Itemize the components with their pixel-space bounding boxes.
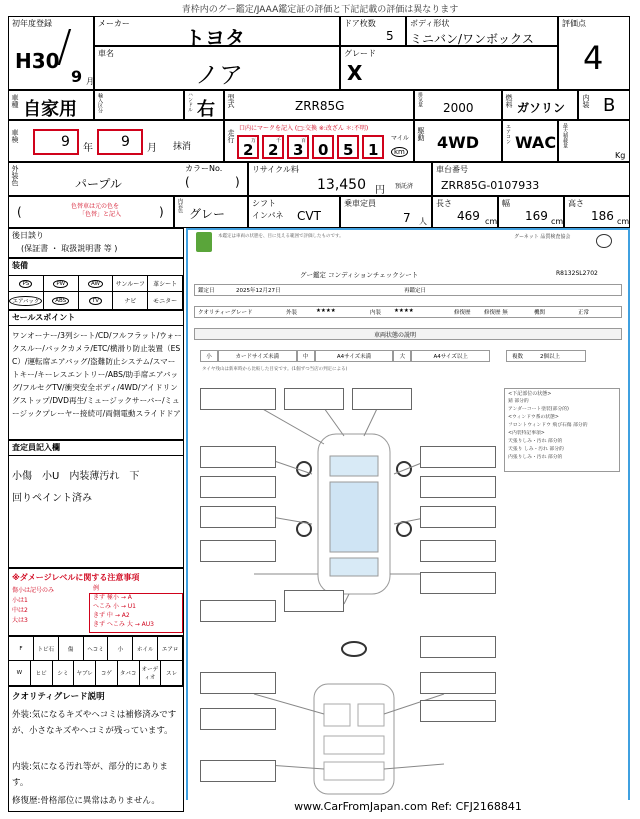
note-box-20 — [200, 760, 276, 782]
mileage-note: 口内にマークを記入 (□:交換 ※:改ざん ＊:不明) — [239, 125, 369, 132]
checklist-item — [9, 661, 31, 685]
load-label: 最大積載量 — [562, 123, 568, 148]
sales-label: セールスポイント — [12, 313, 76, 322]
checklist-item-label: ヒビ — [35, 671, 47, 677]
note-box-19 — [420, 700, 496, 722]
aircon-cell — [502, 120, 558, 162]
score-value: 4 — [583, 39, 604, 77]
doors-cell — [340, 16, 406, 46]
mileage-label: 走行 — [227, 129, 235, 143]
inspection-year-unit: 年 — [83, 143, 93, 154]
header-notice: 青枠内のグー鑑定/JAAA鑑定証の評価と下記記載の評価は異なります — [181, 5, 459, 15]
note-box-1 — [200, 388, 276, 410]
goo-size-item — [315, 350, 394, 362]
equip-item-label: PS — [19, 280, 32, 288]
note-box-16 — [200, 672, 276, 694]
equip-item — [148, 292, 183, 309]
note-box-6 — [200, 476, 276, 498]
width-value: 169 — [525, 209, 548, 223]
damage-cell — [8, 568, 184, 636]
goo-title: グー鑑定 コンディションチェックシート — [300, 271, 419, 279]
note-box-12 — [200, 600, 276, 622]
checklist-item-label: エアロ — [161, 646, 179, 653]
equip-item-label: AW — [88, 280, 103, 288]
checklist-item-label: トビ石 — [37, 646, 55, 653]
checklist-item — [84, 637, 109, 660]
goo-size-item — [411, 350, 490, 362]
checklist-item — [96, 661, 118, 685]
body-cell — [406, 16, 558, 46]
inspector-cell — [8, 440, 184, 568]
checklist-item — [158, 637, 183, 660]
inner-value: B — [603, 95, 616, 116]
checklist-item — [53, 661, 75, 685]
load-cell — [558, 120, 630, 162]
maker-label: メーカー — [98, 19, 130, 28]
drive-cell — [414, 120, 502, 162]
goo-assoc: グーネット 品質検査協会 — [514, 234, 571, 240]
fuel-label: 燃料 — [505, 94, 513, 108]
checklist-item — [74, 661, 96, 685]
color-change-note1: 色替車は元の色を — [71, 203, 120, 210]
odometer-digit-unit: 千 — [275, 138, 281, 144]
goo-reinspect: 再鑑定日 — [404, 288, 427, 294]
goo-size-label: 小 — [206, 354, 212, 360]
capacity-value: 7 — [403, 211, 411, 225]
goo-int-label: 内装 — [370, 310, 382, 316]
goo-legend-item: 内張りしみ・汚れ 部分的 — [508, 455, 563, 460]
grade-label: グレード — [344, 49, 376, 58]
check-row-2 — [9, 661, 183, 685]
recycle-unit: 円 — [375, 185, 385, 196]
odometer-digit — [287, 135, 309, 159]
goo-legend-item: 錆 部分的 — [508, 399, 529, 404]
goo-size-label: カードサイズ未満 — [235, 354, 280, 360]
equip-item-label: ABS — [52, 297, 69, 305]
mileage-cell — [224, 120, 414, 162]
odometer-digit-value: 1 — [368, 141, 379, 159]
checklist-item-label: タバコ — [119, 671, 137, 677]
recycle-value: 13,450 — [317, 177, 366, 193]
goo-size-label: 大 — [399, 354, 406, 360]
odometer-digit-value: 3 — [293, 141, 304, 159]
note-box-4 — [200, 446, 276, 468]
vin-label: 車台番号 — [436, 165, 468, 174]
doors-label: ドア枚数 — [344, 19, 376, 28]
goo-size-label: A4サイズ以上 — [433, 354, 468, 360]
checklist-item-label: 傷 — [67, 646, 74, 653]
checklist-item-label: W — [16, 670, 23, 676]
checklist-item-label: ヘコミ — [87, 646, 104, 653]
check-row-1 — [9, 637, 183, 661]
color-change-cell — [8, 196, 174, 228]
car-name-value: ノア — [195, 61, 243, 89]
goo-size-label: A4サイズ未満 — [336, 354, 372, 360]
inspector-line1: 小傷 小U 内装薄汚れ 下 — [12, 471, 140, 482]
goo-size-item — [218, 350, 297, 362]
equip-item-label: TV — [89, 297, 102, 305]
goo-legend-item: フロントウィンドウ 飛び石傷 部分的 — [508, 423, 588, 428]
note-box-18 — [200, 708, 276, 730]
color-paren-close: ) — [235, 175, 240, 189]
checklist-item-label: ホイル — [136, 646, 154, 653]
note-box-11 — [420, 540, 496, 562]
usage-label: 車種 — [11, 94, 19, 108]
inspector-line2: 回りペイント済み — [12, 493, 92, 504]
sales-text: ワンオーナー/3列シート/CD/フルフラット/ウォークスルー/バックカメラ/ETC/横滑り防止装置（ESC）/運転席エアバッグ/盗難防止システム/スマートキー/キーレスエントリー/ABS/助手席エアバッグ/フルセグTV/衝突安全ボディ/4WD/アイドリングストップ/DVD再生/ミュージックサーバー/ミュージックプレーヤー接続可/両側電動スライドドア — [12, 331, 182, 418]
color-no-label: カラーNo. — [185, 164, 223, 173]
model-value: ZRR85G — [295, 99, 345, 113]
odometer-digit — [362, 135, 384, 159]
goo-date-label: 鑑定日 — [198, 288, 215, 294]
vin-cell — [432, 162, 630, 196]
equip-row-2 — [9, 292, 183, 309]
goo-logo — [196, 232, 212, 252]
odometer-digit — [312, 135, 334, 159]
reg-label: 初年度登録 — [12, 19, 52, 28]
note-box-5 — [420, 446, 496, 468]
inspection-month-unit: 月 — [147, 143, 157, 154]
shift-type: インパネ — [252, 211, 284, 220]
body-label: ボディ形状 — [410, 19, 450, 28]
color-value: パープル — [75, 177, 122, 191]
odometer-digit — [337, 135, 359, 159]
color-cell — [8, 162, 248, 196]
capacity-unit: 人 — [419, 217, 427, 226]
quality-interior: 内装:気になる汚れ等が、部分的にあります。 — [12, 762, 168, 788]
quality-repair: 修復歴:骨格部位に異常はありません。 — [12, 796, 160, 806]
interior-color-value: グレー — [189, 207, 226, 221]
reg-slash: / — [57, 21, 72, 72]
inner-cell — [578, 90, 630, 120]
goo-engine: 正常 — [578, 310, 590, 316]
reg-era: H30 — [15, 49, 60, 73]
inspection-erased: 抹消 — [173, 142, 192, 152]
note-box-3 — [352, 388, 412, 410]
width-unit: cm — [551, 217, 564, 226]
checklist-item — [108, 637, 133, 660]
goo-legend-title: <下記部位の状態> — [508, 391, 552, 397]
damage-ex-1: きず 極小 → A — [93, 594, 132, 601]
score-label: 評価点 — [562, 19, 586, 28]
equip-item-label: ナビ — [124, 298, 137, 305]
goo-legend-item: <ウィンドウ系の状態> — [508, 415, 559, 420]
shift-label: シフト — [252, 199, 276, 208]
warranty-label: 後日談り — [12, 231, 44, 240]
goo-size-item — [393, 350, 411, 362]
warranty-text: (保証書 ・ 取扱説明書 等 ) — [21, 244, 118, 253]
warranty-cell — [8, 228, 184, 258]
handle-cell — [184, 90, 224, 120]
equip-item — [79, 292, 114, 309]
length-label: 長さ — [436, 199, 452, 208]
length-cell — [432, 196, 498, 228]
doors-value: 5 — [386, 29, 394, 43]
shift-cell — [248, 196, 340, 228]
goo-ext: ★★★★ — [316, 308, 336, 314]
odometer-digit-value: 2 — [243, 141, 254, 159]
car-name-cell — [94, 46, 340, 90]
maker-value: トヨタ — [185, 26, 245, 50]
checklist-cell — [8, 636, 184, 686]
aircon-value: WAC — [515, 133, 557, 152]
color-change-note2: 「色替」と記入 — [79, 211, 122, 218]
goo-legend-item: <内装特記事項> — [508, 431, 545, 436]
equip-item — [44, 276, 79, 291]
inspection-month: 9 — [121, 134, 130, 150]
note-box-13 — [284, 590, 344, 612]
goo-engine-label: 機関 — [534, 310, 546, 316]
load-unit: Kg — [615, 151, 626, 160]
goo-size-label: 中 — [302, 354, 309, 360]
damage-level-2: 中は2 — [12, 607, 28, 614]
goo-repair-label: 修復歴 — [454, 310, 471, 316]
drive-value: 4WD — [437, 133, 480, 152]
checklist-item — [133, 637, 158, 660]
quality-label: クオリティグレード説明 — [12, 692, 105, 702]
displacement-cell — [414, 90, 502, 120]
checklist-item-label: ヤブレ — [76, 671, 93, 677]
recycle-deposit: 預託済 — [395, 183, 414, 190]
model-cell — [224, 90, 414, 120]
color-paren-open: ( — [185, 175, 190, 189]
displacement-label: 排気量 — [417, 92, 423, 107]
checklist-item-label: オーディオ — [141, 667, 159, 681]
drive-label: 駆動 — [417, 127, 425, 141]
reg-month: 9 — [71, 67, 83, 86]
goo-legend-item: 天張りしみ・汚れ 部分的 — [508, 439, 563, 444]
capacity-cell — [340, 196, 432, 228]
checklist-item-label: シミ — [57, 671, 69, 677]
equip-item — [113, 292, 148, 309]
equip-item — [44, 292, 79, 309]
equip-item-label: 革シート — [153, 281, 178, 288]
handle-label: ハンドル — [187, 92, 193, 112]
equip-item-label: サンルーフ — [115, 281, 145, 288]
checklist-item-label: F — [19, 645, 23, 652]
width-cell — [498, 196, 564, 228]
color-change-paren-close: ) — [159, 205, 164, 219]
damage-title: ※ダメージレベルに関する注意事項 — [12, 573, 140, 582]
note-box-17 — [420, 672, 496, 694]
length-value: 469 — [457, 209, 480, 223]
inner-label: 内装 — [582, 94, 590, 108]
checklist-item — [59, 637, 84, 660]
odometer-digit — [237, 135, 259, 159]
inspection-cell — [8, 120, 224, 162]
goo-legend-list — [508, 398, 618, 462]
height-unit: cm — [617, 217, 630, 226]
equip-item — [9, 276, 44, 291]
goo-tire-note: タイヤ残山は新車時から比較した目安です。(1個ずつ当店の判定による) — [202, 367, 348, 372]
goo-date: 2025年12月27日 — [236, 288, 281, 294]
equip-item — [79, 276, 114, 291]
width-label: 幅 — [502, 199, 510, 208]
body-value: ミニバン/ワンボックス — [410, 32, 534, 46]
interior-color-cell — [174, 196, 248, 228]
goo-size-legend — [200, 350, 490, 362]
checklist-item — [140, 661, 162, 685]
goo-state-title: 車両状態の説明 — [374, 332, 417, 339]
goo-code: R8132SL2702 — [556, 270, 598, 277]
damage-levels-title: 傷小は記号のみ — [12, 587, 55, 594]
damage-ex-4: きず へこみ 大 → AU3 — [93, 621, 154, 628]
damage-ex-title: 例 — [93, 585, 100, 592]
equip-cell — [8, 258, 184, 310]
fuel-value: ガソリン — [517, 101, 566, 115]
goo-int: ★★★★ — [394, 308, 414, 314]
import-cell — [94, 90, 184, 120]
maker-cell — [94, 16, 340, 50]
checklist-item-label: コゲ — [100, 671, 112, 677]
interior-color-label: 内装色 — [177, 198, 183, 213]
inspection-label: 車検 — [11, 129, 19, 143]
goo-qg: クオリティーグレード — [198, 310, 253, 316]
note-box-10 — [200, 540, 276, 562]
inspection-year: 9 — [61, 134, 70, 150]
reg-cell — [8, 16, 94, 90]
color-label: 外装色 — [11, 165, 19, 186]
goo-notice: 本鑑定は車両の状態を、目に見える範囲で評価したものです。 — [218, 234, 344, 239]
checklist-item — [118, 661, 140, 685]
grade-cell — [340, 46, 558, 90]
goo-size-item — [200, 350, 218, 362]
checklist-item — [31, 661, 53, 685]
equip-item — [113, 276, 148, 291]
damage-level-3: 大は3 — [12, 617, 28, 624]
checklist-item-label: スレ — [166, 671, 178, 677]
equip-label: 装備 — [12, 261, 28, 270]
damage-ex-3: きず 中 → A2 — [93, 612, 130, 619]
mileage-unit-label: マイル — [391, 135, 409, 142]
odometer-digit-value: 0 — [318, 141, 329, 159]
model-label: 型式 — [227, 94, 235, 108]
equip-item — [148, 276, 183, 291]
aircon-label: エアコン — [505, 124, 511, 144]
inspector-label: 査定員記入欄 — [12, 443, 60, 452]
equip-row-1 — [9, 275, 183, 292]
height-value: 186 — [591, 209, 614, 223]
vin-value: ZRR85G-0107933 — [441, 179, 540, 192]
note-box-15 — [420, 636, 496, 658]
equip-item-label: モニター — [153, 298, 178, 305]
checklist-item — [9, 637, 34, 660]
damage-level-1: 小は1 — [12, 597, 28, 604]
checklist-item-label: 小 — [117, 646, 124, 653]
height-cell — [564, 196, 630, 228]
goo-legend-item: アンダーコート塗装(部分的) — [508, 407, 569, 412]
odometer-digit-unit: 百 — [300, 138, 306, 144]
goo-legend-item: 天張り しみ・汚れ 部分的 — [508, 447, 564, 452]
odometer-digit-value: 2 — [268, 141, 279, 159]
equip-item-label: PW — [53, 280, 68, 288]
odometer-digit-unit: 万 — [250, 138, 256, 144]
capacity-label: 乗車定員 — [344, 199, 376, 208]
usage-cell — [8, 90, 94, 120]
displacement-value: 2000 — [443, 101, 474, 115]
note-box-2 — [284, 388, 344, 410]
odometer-digit-value: 5 — [343, 141, 354, 159]
color-change-paren-open: ( — [17, 205, 22, 219]
watermark: www.CarFromJapan.com Ref: CFJ2168841 — [186, 800, 630, 813]
goo-ext-label: 外装 — [286, 310, 298, 316]
note-box-7 — [420, 476, 496, 498]
note-box-14 — [420, 572, 496, 594]
quality-cell — [8, 686, 184, 812]
goo-size-multi: 複数 — [512, 354, 524, 360]
score-cell — [558, 16, 630, 90]
mileage-unit: km — [391, 147, 408, 157]
goo-size-item — [297, 350, 315, 362]
odometer — [237, 133, 393, 159]
handle-value: 右 — [197, 99, 215, 120]
fuel-cell — [502, 90, 578, 120]
equip-item-label: エアバック — [9, 296, 42, 306]
checklist-item — [161, 661, 183, 685]
quality-exterior: 外装:気になるキズやヘコミは補修済みですが、小さなキズやヘコミが残っています。 — [12, 710, 177, 736]
sales-cell — [8, 310, 184, 440]
odometer-digit — [262, 135, 284, 159]
goo-size-multi-desc: 2個以上 — [540, 354, 560, 360]
grade-value: X — [347, 61, 363, 85]
shift-value: CVT — [297, 209, 321, 223]
damage-ex-2: へこみ 小 → U1 — [93, 603, 136, 610]
note-box-8 — [200, 506, 276, 528]
equip-item — [9, 292, 44, 309]
jaaa-logo-icon — [596, 234, 612, 248]
length-unit: cm — [485, 217, 498, 226]
recycle-label: リサイクル料 — [252, 165, 299, 174]
car-name-label: 車名 — [98, 49, 114, 58]
note-box-9 — [420, 506, 496, 528]
import-label: 輸入区分 — [97, 93, 103, 113]
checklist-item — [34, 637, 59, 660]
usage-value: 自家用 — [23, 99, 77, 120]
goo-repair-value: 修復歴 無 — [484, 310, 508, 316]
height-label: 高さ — [568, 199, 584, 208]
reg-month-unit: 月 — [86, 77, 94, 86]
recycle-cell — [248, 162, 432, 196]
